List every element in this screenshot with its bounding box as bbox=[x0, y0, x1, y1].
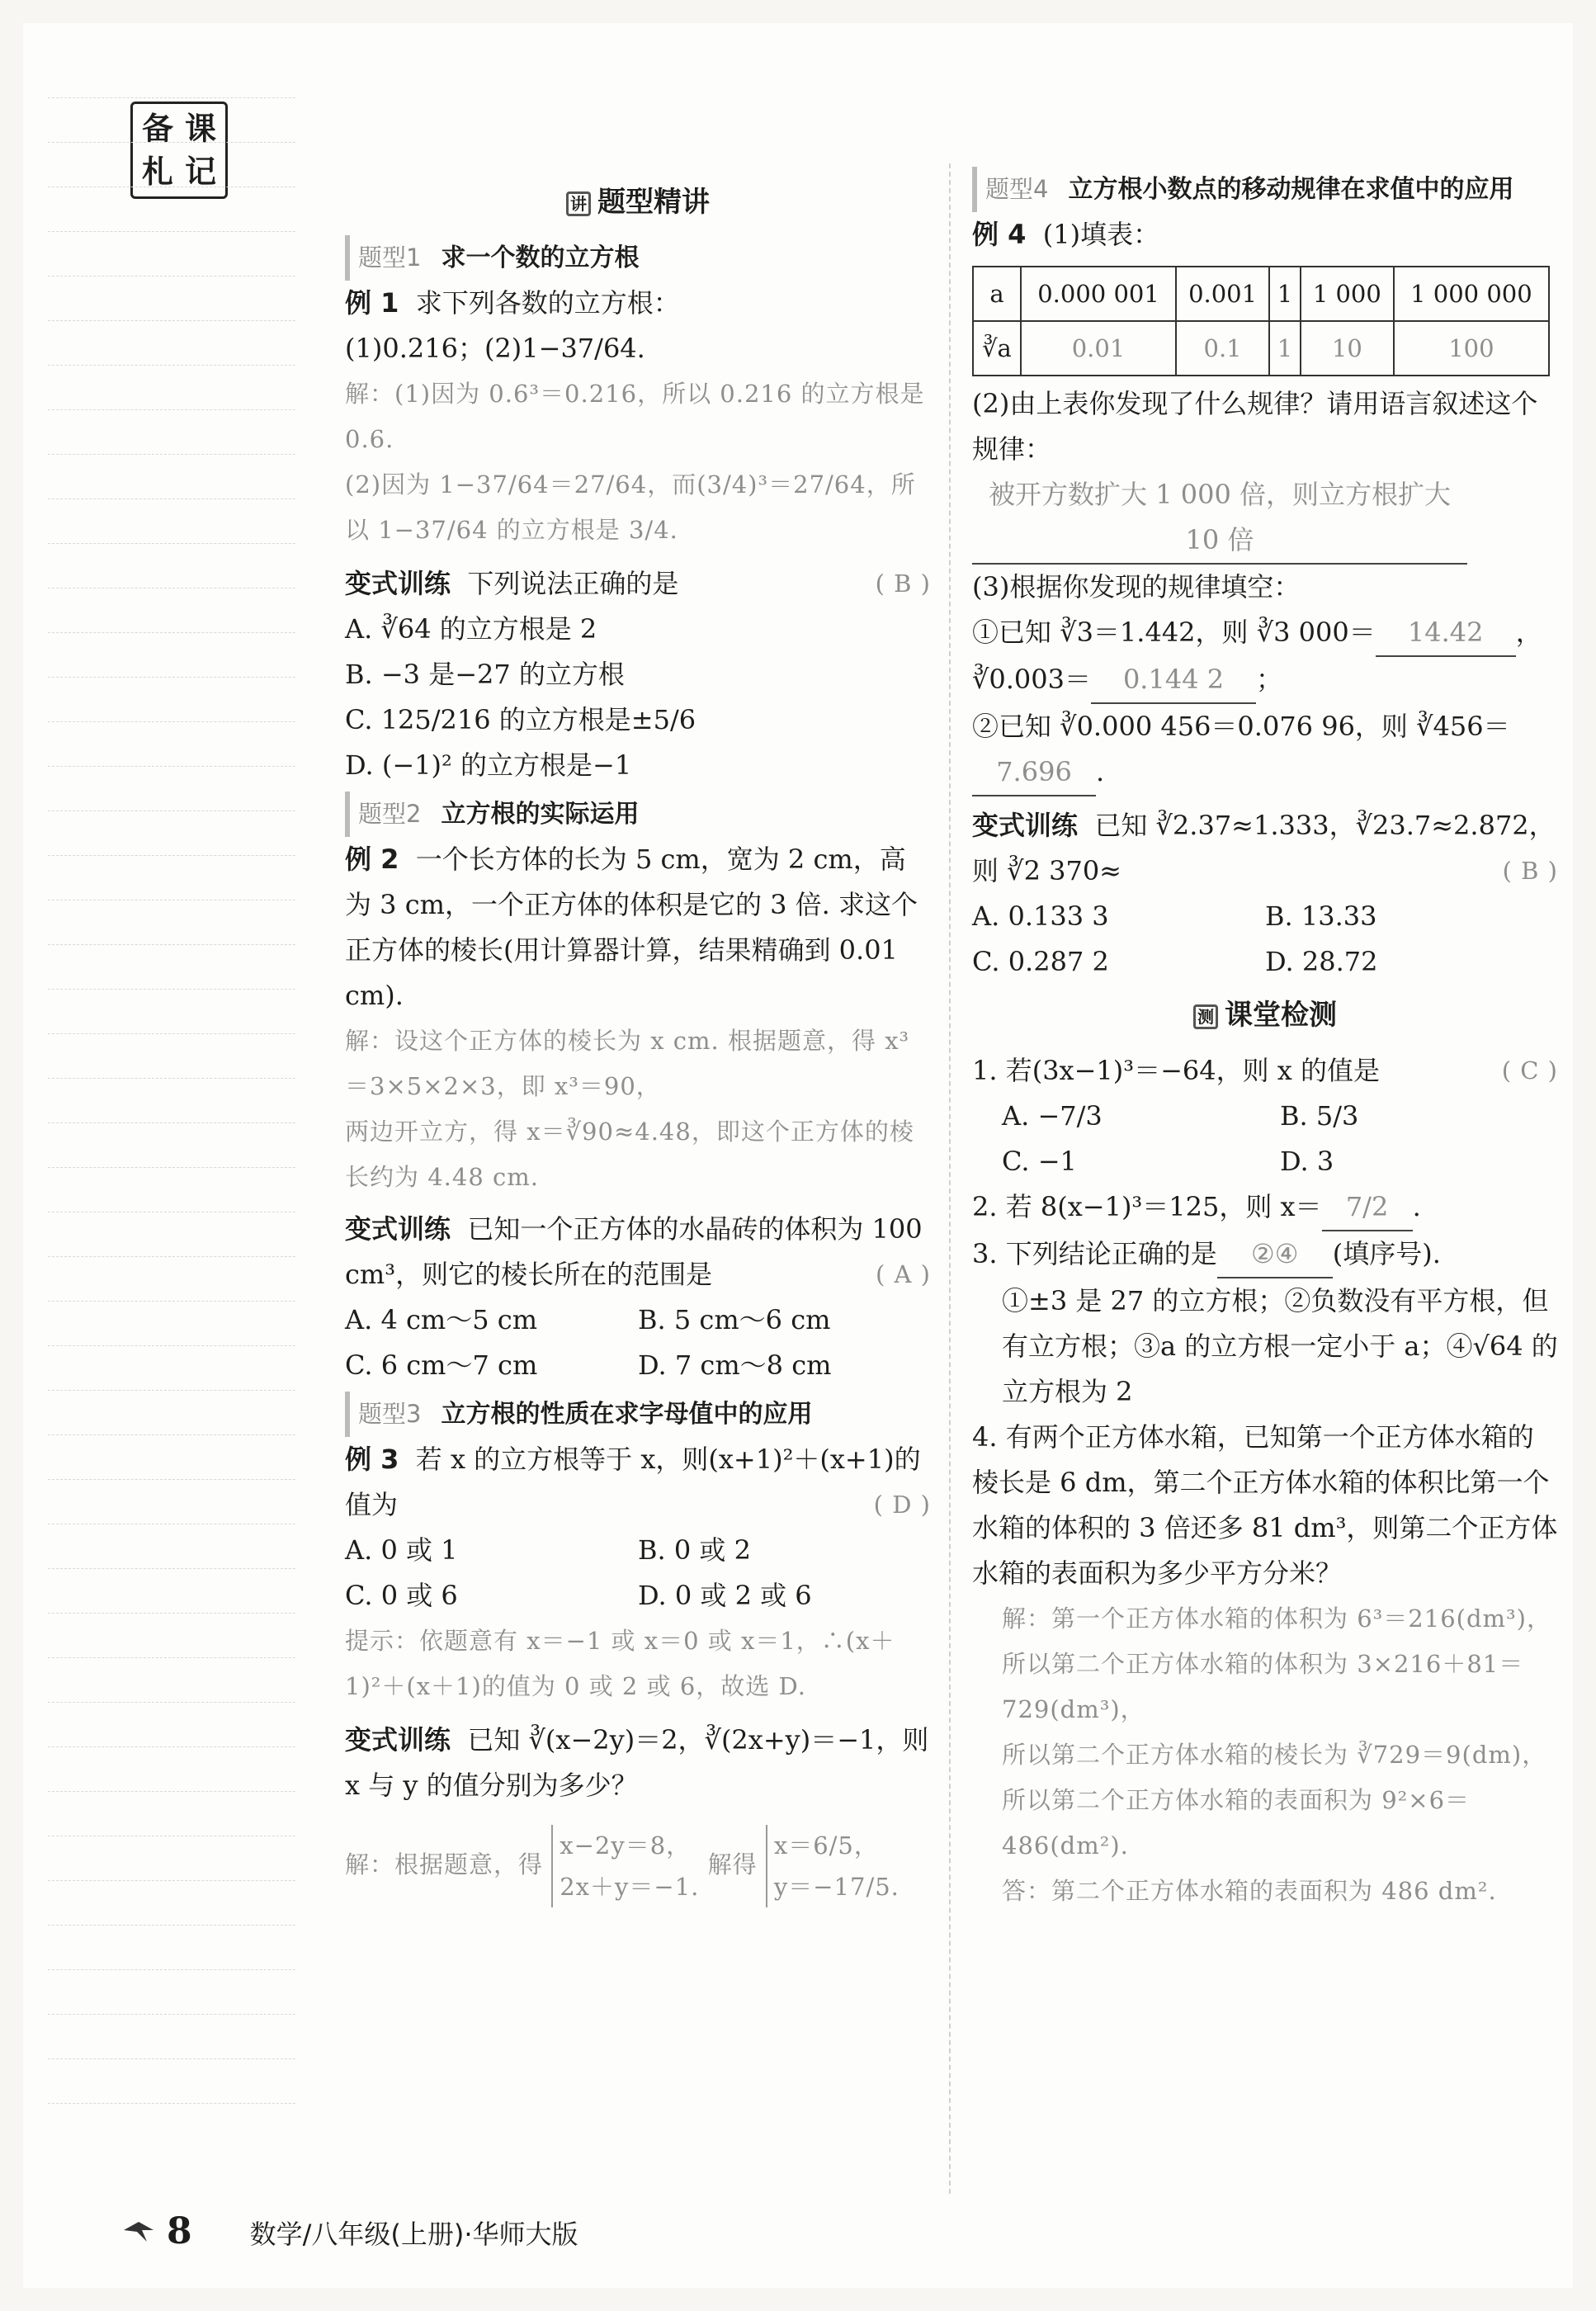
right-column bbox=[972, 163, 1558, 1914]
table-cell: 1 bbox=[1269, 321, 1301, 376]
variant-4: 变式训练 已知 ∛2.37≈1.333，∛23.7≈2.872，则 ∛2 370≈ ( B ) bbox=[972, 803, 1558, 894]
page-footer bbox=[122, 2210, 578, 2252]
stamp-char: 记 bbox=[184, 154, 216, 190]
problem-4-solution-3: 所以第二个正方体水箱的棱长为 ∛729＝9(dm)， bbox=[1002, 1741, 1547, 1769]
choice-d: D. 0 或 2 或 6 bbox=[638, 1580, 812, 1611]
table-cell: 1 bbox=[1269, 267, 1301, 321]
example-3-answer: ( D ) bbox=[873, 1491, 931, 1519]
example-3-hint: 提示：依题意有 x＝−1 或 x＝0 或 x＝1，∴(x＋1)²＋(x＋1)的值为 0 或 2 或 6，故选 D. bbox=[345, 1627, 895, 1700]
choice-c: C. 6 cm～7 cm bbox=[345, 1349, 538, 1381]
note-line bbox=[48, 1033, 295, 1034]
table-cell: 0.1 bbox=[1176, 321, 1269, 376]
choice-d: D. 3 bbox=[1280, 1146, 1334, 1177]
question-3-1: ①已知 ∛3＝1.442，则 ∛3 000＝ 14.42 ， bbox=[972, 610, 1558, 657]
variant-4-answer: ( B ) bbox=[1502, 857, 1558, 885]
note-line bbox=[48, 454, 295, 455]
choices-row bbox=[972, 1094, 1558, 1139]
note-line bbox=[48, 1434, 295, 1435]
note-line bbox=[48, 1390, 295, 1391]
choice-a: A. 0 或 1 bbox=[345, 1534, 458, 1566]
variant-3-solution: 解：根据题意，得 x−2y＝8， 2x＋y＝−1. 解得 x＝6/5， y＝−17/5. bbox=[345, 1825, 931, 1907]
example-1-solution-2: (2)因为 1−37/64＝27/64，而(3/4)³＝27/64，所以 1−37/64 的立方根是 3/4. bbox=[345, 470, 916, 544]
problem-3: 3. 下列结论正确的是 ②④ (填序号). bbox=[972, 1231, 1558, 1278]
note-line bbox=[48, 1746, 295, 1747]
problem-2: 2. 若 8(x−1)³＝125，则 x＝ 7/2 . bbox=[972, 1184, 1558, 1231]
choice-a: A. 4 cm～5 cm bbox=[345, 1304, 538, 1335]
table-cell: 0.01 bbox=[1021, 321, 1176, 376]
question-3: (3)根据你发现的规律填空： bbox=[972, 571, 1301, 603]
note-line bbox=[48, 2014, 295, 2015]
choice-d: D. (−1)² 的立方根是−1 bbox=[345, 749, 632, 781]
question-3-2: ②已知 ∛0.000 456＝0.076 96，则 ∛456＝7.696 . bbox=[972, 704, 1558, 796]
choice-b: B. 5 cm～6 cm bbox=[638, 1304, 831, 1335]
note-line bbox=[48, 142, 295, 143]
example-1-items: (1)0.216；(2)1−37/64. bbox=[345, 333, 645, 364]
note-line bbox=[48, 1479, 295, 1480]
cube-root-table bbox=[972, 266, 1550, 376]
workbook-page bbox=[23, 23, 1573, 2288]
table-cell: 10 bbox=[1301, 321, 1394, 376]
note-line bbox=[48, 320, 295, 321]
type-tag: 题型3 bbox=[345, 1392, 421, 1437]
table-cell: 1 000 bbox=[1301, 267, 1394, 321]
type-tag: 题型1 bbox=[345, 235, 421, 281]
variant-1: 变式训练 下列说法正确的是 ( B ) bbox=[345, 561, 931, 607]
variant-2-answer: ( A ) bbox=[875, 1260, 931, 1288]
equation-system: x−2y＝8， 2x＋y＝−1. bbox=[551, 1825, 699, 1907]
stamp-char: 课 bbox=[184, 111, 216, 147]
example-2-solution-2: 两边开立方，得 x＝∛90≈4.48，即这个正方体的棱长约为 4.48 cm. bbox=[345, 1118, 914, 1191]
type2-heading bbox=[345, 792, 931, 837]
type-title: 立方根的实际运用 bbox=[441, 800, 640, 829]
problem-4-solution-2: 所以第二个正方体水箱的体积为 3×216＋81＝729(dm³)， bbox=[1002, 1650, 1524, 1723]
margin-note-lines bbox=[48, 97, 300, 2161]
note-line bbox=[48, 1613, 295, 1614]
choice-a: A. ∛64 的立方根是 2 bbox=[345, 613, 597, 645]
type-title: 立方根小数点的移动规律在求值中的应用 bbox=[1068, 175, 1514, 204]
type-title: 求一个数的立方根 bbox=[441, 243, 640, 272]
note-line bbox=[48, 1791, 295, 1792]
type-tag: 题型2 bbox=[345, 792, 421, 837]
problem-4-solution-5: 答：第二个正方体水箱的表面积为 486 dm². bbox=[1002, 1877, 1497, 1905]
note-line bbox=[48, 1925, 295, 1926]
page-number: 8 bbox=[167, 2210, 192, 2252]
note-line bbox=[48, 855, 295, 856]
problem-4-solution-4: 所以第二个正方体水箱的表面积为 9²×6＝486(dm²). bbox=[1002, 1786, 1471, 1860]
choice-a: A. 0.133 3 bbox=[972, 900, 1109, 932]
note-line bbox=[48, 677, 295, 678]
note-line bbox=[48, 97, 295, 98]
choice-c: C. −1 bbox=[1002, 1146, 1077, 1177]
choice-d: D. 28.72 bbox=[1265, 946, 1378, 977]
section-icon: 讲 bbox=[566, 191, 591, 216]
example-1-solution-1: 解：(1)因为 0.6³＝0.216，所以 0.216 的立方根是 0.6. bbox=[345, 380, 925, 453]
choice-b: B. −3 是−27 的立方根 bbox=[345, 659, 625, 690]
variant-2: 变式训练 已知一个正方体的水晶砖的体积为 100 cm³，则它的棱长所在的范围是 ( A ) bbox=[345, 1207, 931, 1297]
solution-system: x＝6/5， y＝−17/5. bbox=[766, 1825, 900, 1907]
choices-row bbox=[972, 1139, 1558, 1184]
problem-1-answer: ( C ) bbox=[1501, 1056, 1558, 1085]
question-2: (2)由上表你发现了什么规律？请用语言叙述这个规律： bbox=[972, 388, 1538, 465]
variant-3: 变式训练 已知 ∛(x−2y)＝2，∛(2x+y)＝−1，则 x 与 y 的值分别为多少？ bbox=[345, 1724, 929, 1801]
note-line bbox=[48, 1345, 295, 1346]
problem-4: 4. 有两个正方体水箱，已知第一个正方体水箱的棱长是 6 dm，第二个正方体水箱的体积比第一个水箱的体积的 3 倍还多 81 dm³，则第二个正方体水箱的表面积为多少平方分米？ bbox=[972, 1421, 1558, 1589]
example-2: 例 2 一个长方体的长为 5 cm，宽为 2 cm，高为 3 cm，一个正方体的体积是它的 3 倍. 求这个正方体的棱长(用计算器计算，结果精确到 0.01 cm). bbox=[345, 844, 918, 1011]
note-line bbox=[48, 1880, 295, 1881]
question-3-1b: ∛0.003＝ 0.144 2 ； bbox=[972, 657, 1558, 704]
note-line bbox=[48, 1702, 295, 1703]
note-line bbox=[48, 1568, 295, 1569]
choice-c: C. 0.287 2 bbox=[972, 946, 1109, 977]
problem-1: 1. 若(3x−1)³＝−64，则 x 的值是 ( C ) bbox=[972, 1048, 1558, 1094]
question-2-answer-line: 被开方数扩大 1 000 倍，则立方根扩大 10 倍 bbox=[972, 472, 1558, 565]
note-line bbox=[48, 1078, 295, 1079]
stamp-char: 札 bbox=[141, 154, 173, 190]
problem-3-items: ①±3 是 27 的立方根；②负数没有平方根，但有立方根；③a 的立方根一定小于 a；④√64 的立方根为 2 bbox=[1002, 1285, 1558, 1407]
choices-row bbox=[345, 1343, 931, 1388]
choice-d: D. 7 cm～8 cm bbox=[638, 1349, 832, 1381]
choices-row bbox=[345, 1573, 931, 1619]
type-title: 立方根的性质在求字母值中的应用 bbox=[441, 1400, 813, 1429]
choice-b: B. 13.33 bbox=[1265, 900, 1377, 932]
section-icon: 测 bbox=[1193, 1004, 1218, 1029]
note-line bbox=[48, 1256, 295, 1257]
table-cell: ∛a bbox=[973, 321, 1021, 376]
table-cell: 0.000 001 bbox=[1021, 267, 1176, 321]
table-cell: 0.001 bbox=[1176, 267, 1269, 321]
note-line bbox=[48, 365, 295, 366]
choices-row bbox=[972, 894, 1558, 939]
column-divider bbox=[949, 163, 951, 2194]
note-line bbox=[48, 721, 295, 722]
note-line bbox=[48, 231, 295, 232]
problem-4-solution-1: 解：第一个正方体水箱的体积为 6³＝216(dm³)， bbox=[1002, 1604, 1551, 1633]
stamp-char: 备 bbox=[141, 111, 173, 147]
choices-row bbox=[345, 1528, 931, 1573]
table-cell: 1 000 000 bbox=[1394, 267, 1549, 321]
type3-heading bbox=[345, 1392, 931, 1437]
type1-heading bbox=[345, 235, 931, 281]
choices-row bbox=[972, 939, 1558, 985]
table-row bbox=[973, 321, 1549, 376]
note-line bbox=[48, 1167, 295, 1168]
example-3: 例 3 若 x 的立方根等于 x，则(x+1)²＋(x+1)的值为 ( D ) bbox=[345, 1437, 931, 1528]
type-tag: 题型4 bbox=[972, 167, 1048, 212]
note-line bbox=[48, 1301, 295, 1302]
choice-b: B. 5/3 bbox=[1280, 1100, 1359, 1132]
choice-b: B. 0 或 2 bbox=[638, 1534, 751, 1566]
choice-c: C. 0 或 6 bbox=[345, 1580, 458, 1611]
note-line bbox=[48, 766, 295, 767]
choices-row bbox=[345, 1297, 931, 1343]
example-2-solution-1: 解：设这个正方体的棱长为 x cm. 根据题意，得 x³＝3×5×2×3，即 x³＝90， bbox=[345, 1027, 910, 1100]
variant-1-answer: ( B ) bbox=[875, 569, 931, 598]
note-line bbox=[48, 632, 295, 633]
table-cell: 100 bbox=[1394, 321, 1549, 376]
note-line bbox=[48, 2058, 295, 2059]
note-line bbox=[48, 989, 295, 990]
note-line bbox=[48, 543, 295, 544]
note-line bbox=[48, 2103, 295, 2104]
example-4: 例 4 (1)填表： bbox=[972, 219, 1160, 250]
book-title: 数学/八年级(上册)·华师大版 bbox=[249, 2219, 578, 2250]
section-title-check: 测 课堂检测 bbox=[972, 993, 1558, 1038]
section-title-lecture: 讲 题型精讲 bbox=[345, 180, 931, 225]
note-line bbox=[48, 409, 295, 410]
note-line bbox=[48, 1969, 295, 1970]
table-row bbox=[973, 267, 1549, 321]
note-line bbox=[48, 1122, 295, 1123]
type4-heading bbox=[972, 167, 1558, 212]
choice-a: A. −7/3 bbox=[1002, 1100, 1103, 1132]
note-line bbox=[48, 944, 295, 945]
left-column bbox=[345, 172, 931, 1907]
note-line bbox=[48, 1657, 295, 1658]
example-1: 例 1 求下列各数的立方根： bbox=[345, 287, 680, 319]
choice-c: C. 125/216 的立方根是±5/6 bbox=[345, 704, 696, 735]
table-cell: a bbox=[973, 267, 1021, 321]
arrow-logo-icon bbox=[122, 2219, 155, 2243]
